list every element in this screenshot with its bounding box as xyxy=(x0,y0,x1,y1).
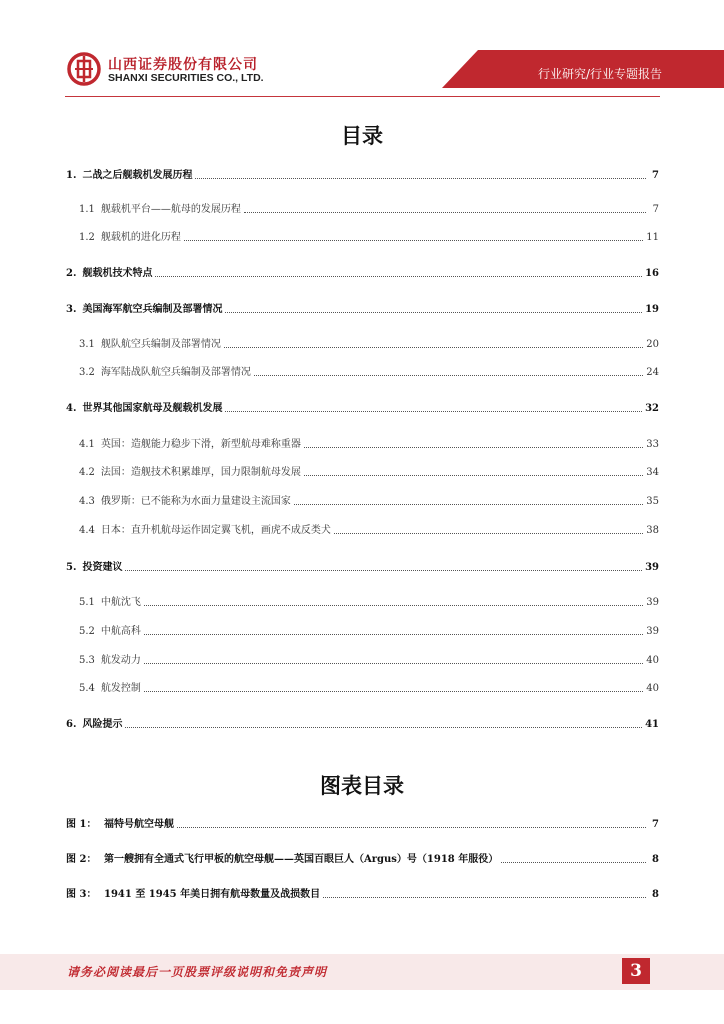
company-name-cn: 山西证券股份有限公司 xyxy=(108,57,258,73)
toc-leader-dots xyxy=(144,662,643,664)
toc-entry[interactable] xyxy=(66,718,659,731)
toc-leader-dots xyxy=(144,633,643,635)
toc-entry-page: 16 xyxy=(645,268,659,279)
toc-entry[interactable] xyxy=(66,402,659,415)
toc-entry-page: 39 xyxy=(646,597,659,608)
toc-entry-number: 4.3 xyxy=(79,496,95,507)
figure-entry-page: 8 xyxy=(652,889,659,900)
toc-entry-page: 7 xyxy=(652,170,659,181)
toc-leader-dots xyxy=(144,604,643,606)
toc-leader-dots xyxy=(224,346,643,348)
toc-entry-number: 5.1 xyxy=(79,597,95,608)
report-type-label: 行业研究/行业专题报告 xyxy=(537,67,662,81)
toc-entry-number: 5. xyxy=(66,562,77,573)
toc-entry-label: 舰载机平台——航母的发展历程 xyxy=(100,204,241,215)
toc-entry-label: 投资建议 xyxy=(82,562,123,573)
figure-entry-page: 8 xyxy=(652,854,659,865)
toc-entry-label: 英国：造舰能力稳步下滑，新型航母难称重器 xyxy=(100,439,301,450)
toc-leader-dots xyxy=(225,311,642,313)
toc-entry-number: 6. xyxy=(66,719,77,730)
toc-entry[interactable] xyxy=(79,524,659,537)
figures-toc-title: 图表目录 xyxy=(320,774,404,798)
toc-entry[interactable] xyxy=(79,466,659,479)
toc-entry-label: 二战之后舰载机发展历程 xyxy=(82,170,193,181)
toc-entry-page: 40 xyxy=(646,655,659,666)
disclaimer-note[interactable]: 请务必阅读最后一页股票评级说明和免责声明 xyxy=(67,965,328,979)
toc-entry[interactable] xyxy=(79,495,659,508)
toc-entry[interactable] xyxy=(79,596,659,609)
toc-entry-page: 39 xyxy=(645,562,659,573)
toc-entry-number: 5.4 xyxy=(79,683,95,694)
toc-leader-dots xyxy=(225,410,642,412)
toc-entry-page: 20 xyxy=(646,339,659,350)
toc-entry[interactable] xyxy=(79,625,659,638)
toc-entry-label: 航发动力 xyxy=(100,655,141,666)
figure-entry-number: 图 2： xyxy=(66,854,97,865)
toc-leader-dots xyxy=(195,177,646,179)
toc-entry-label: 中航高科 xyxy=(100,626,141,637)
toc-entry-number: 4.2 xyxy=(79,467,95,478)
toc-leader-dots xyxy=(244,211,646,213)
toc-entry[interactable] xyxy=(66,561,659,574)
toc-entry[interactable] xyxy=(79,231,659,244)
toc-entry-label: 海军陆战队航空兵编制及部署情况 xyxy=(100,367,251,378)
figure-leader-dots xyxy=(323,896,646,898)
toc-leader-dots xyxy=(125,726,642,728)
page-header xyxy=(0,0,724,100)
toc-entry[interactable] xyxy=(79,682,659,695)
toc-leader-dots xyxy=(334,532,643,534)
figure-entry[interactable] xyxy=(66,853,659,866)
toc-entry-page: 19 xyxy=(645,304,659,315)
toc-entry-label: 俄罗斯：已不能称为水面力量建设主流国家 xyxy=(100,496,291,507)
toc-entry-label: 美国海军航空兵编制及部署情况 xyxy=(82,304,223,315)
toc-entry-page: 32 xyxy=(645,403,659,414)
figure-entry-label: 福特号航空母舰 xyxy=(104,819,174,830)
toc-entry-number: 2. xyxy=(66,268,77,279)
toc-title: 目录 xyxy=(341,124,383,148)
toc-entry-number: 3.1 xyxy=(79,339,95,350)
toc-entry-number: 3.2 xyxy=(79,367,95,378)
toc-entry-page: 11 xyxy=(646,232,659,243)
toc-entry-number: 1.2 xyxy=(79,232,95,243)
toc-entry-page: 40 xyxy=(646,683,659,694)
toc-entry-page: 38 xyxy=(646,525,659,536)
toc-entry-label: 法国：造舰技术积累雄厚，国力限制航母发展 xyxy=(100,467,301,478)
toc-entry-label: 风险提示 xyxy=(82,719,123,730)
toc-entry[interactable] xyxy=(79,438,659,451)
header-red-band xyxy=(0,0,724,100)
toc-entry-page: 33 xyxy=(646,439,659,450)
figure-entry-label: 第一艘拥有全通式飞行甲板的航空母舰——英国百眼巨人（Argus）号（1918 年服役） xyxy=(104,854,499,865)
toc-leader-dots xyxy=(294,503,643,505)
figure-entry-number: 图 1： xyxy=(66,819,97,830)
toc-entry-number: 5.3 xyxy=(79,655,95,666)
figure-entry-page: 7 xyxy=(652,819,659,830)
toc-entry-number: 1.1 xyxy=(79,204,95,215)
toc-entry[interactable] xyxy=(79,366,659,379)
page-number-badge: 3 xyxy=(622,958,650,984)
toc-entry-number: 5.2 xyxy=(79,626,95,637)
toc-entry-number: 4.1 xyxy=(79,439,95,450)
toc-entry-page: 24 xyxy=(646,367,659,378)
figure-entry[interactable] xyxy=(66,888,659,901)
toc-entry-label: 舰载机技术特点 xyxy=(82,268,153,279)
toc-entry[interactable] xyxy=(79,203,659,216)
company-name-en: SHANXI SECURITIES CO., LTD. xyxy=(108,72,264,84)
figure-leader-dots xyxy=(501,861,646,863)
figure-leader-dots xyxy=(177,826,646,828)
toc-entry-number: 4.4 xyxy=(79,525,95,536)
toc-leader-dots xyxy=(254,374,643,376)
figure-entry-number: 图 3： xyxy=(66,889,97,900)
toc-leader-dots xyxy=(125,569,642,571)
toc-entry[interactable] xyxy=(66,267,659,280)
toc-leader-dots xyxy=(304,446,643,448)
toc-leader-dots xyxy=(184,239,643,241)
toc-entry-number: 3. xyxy=(66,304,77,315)
toc-entry-label: 日本：直升机航母运作固定翼飞机，画虎不成反类犬 xyxy=(100,525,331,536)
toc-leader-dots xyxy=(304,474,643,476)
toc-entry-page: 34 xyxy=(646,467,659,478)
toc-entry-label: 舰载机的进化历程 xyxy=(100,232,181,243)
toc-entry-page: 7 xyxy=(652,204,659,215)
toc-entry-label: 世界其他国家航母及舰载机发展 xyxy=(82,403,223,414)
toc-entry-number: 1. xyxy=(66,170,77,181)
figure-entry-label: 1941 至 1945 年美日拥有航母数量及战损数目 xyxy=(104,889,321,900)
toc-entry-label: 舰队航空兵编制及部署情况 xyxy=(100,339,221,350)
toc-entry[interactable] xyxy=(66,169,659,182)
toc-entry-label: 中航沈飞 xyxy=(100,597,141,608)
toc-entry[interactable] xyxy=(79,654,659,667)
figure-entry[interactable] xyxy=(66,818,659,831)
toc-entry-page: 35 xyxy=(646,496,659,507)
toc-entry-number: 4. xyxy=(66,403,77,414)
toc-leader-dots xyxy=(144,690,643,692)
toc-leader-dots xyxy=(155,275,642,277)
toc-entry-page: 41 xyxy=(645,719,659,730)
toc-entry[interactable] xyxy=(66,303,659,316)
header-divider xyxy=(65,96,660,97)
toc-entry[interactable] xyxy=(79,338,659,351)
toc-entry-page: 39 xyxy=(646,626,659,637)
toc-entry-label: 航发控制 xyxy=(100,683,141,694)
